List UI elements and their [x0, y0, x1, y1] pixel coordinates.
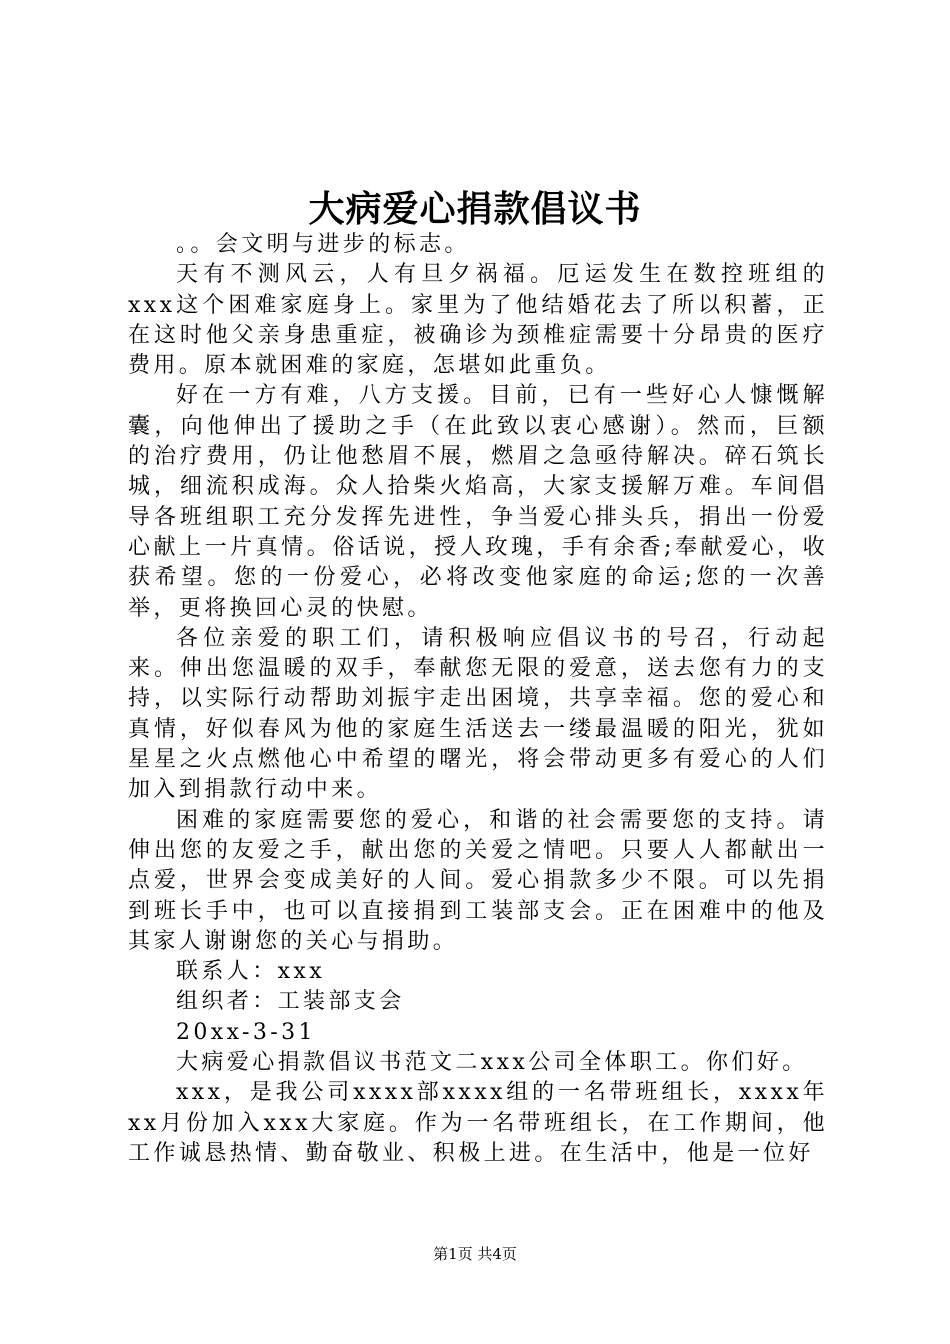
date-line: 20xx-3-31	[176, 1019, 316, 1045]
paragraph: 大病爱心捐款倡议书范文二xxx公司全体职工。你们好。	[176, 1050, 808, 1076]
contact-line: 联系人：xxx	[176, 959, 326, 985]
paragraph: 。。会文明与进步的标志。	[176, 232, 470, 257]
organizer-line: 组织者：工装部支会	[176, 989, 405, 1015]
paragraph: 困难的家庭需要您的爱心，和谐的社会需要您的支持。请伸出您的友爱之手，献出您的关爱之情吧。只要人人都献出一点爱，世界会变成美好的人间。爱心捐款多少不限。可以先捐到班长手中，也可以直接捐到工装部支会。正在困难中的他及其家人谢谢您的关心与捐助。	[128, 807, 828, 954]
paragraph: 各位亲爱的职工们，请积极响应倡议书的号召，行动起来。伸出您温暖的双手，奉献您无限的爱意，送去您有力的支持，以实际行动帮助刘振宇走出困境，共享幸福。您的爱心和真情，好似春风为他的家庭生活送去一缕最温暖的阳光，犹如星星之火点燃他心中希望的曙光，将会带动更多有爱心的人们加入到捐款行动中来。	[128, 625, 828, 803]
document-title: 大病爱心捐款倡议书	[308, 188, 642, 230]
document-body	[128, 230, 828, 1169]
page-footer: 第1页 共4页	[433, 1245, 517, 1263]
paragraph: 好在一方有难，八方支援。目前，已有一些好心人慷慨解囊，向他伸出了援助之手（在此致以衷心感谢）。然而，巨额的治疗费用，仍让他愁眉不展，燃眉之急亟待解决。碎石筑长城，细流积成海。众人拾柴火焰高，大家支援解万难。车间倡导各班组职工充分发挥先进性，争当爱心排头兵，捐出一份爱心献上一片真情。俗话说，授人玫瑰，手有余香;奉献爱心，收获希望。您的一份爱心，必将改变他家庭的命运;您的一次善举，更将换回心灵的快慰。	[128, 383, 828, 621]
paragraph: xxx，是我公司xxxx部xxxx组的一名带班组长，xxxx年xx月份加入xxx大家庭。作为一名带班组长，在工作期间，他工作诚恳热情、勤奋敬业、积极上进。在生活中，他是一位好	[128, 1080, 828, 1166]
paragraph: 天有不测风云，人有旦夕祸福。厄运发生在数控班组的xxx这个困难家庭身上。家里为了他结婚花去了所以积蓄，正在这时他父亲身患重症，被确诊为颈椎症需要十分昂贵的医疗费用。原本就困难的家庭，怎堪如此重负。	[128, 262, 828, 379]
